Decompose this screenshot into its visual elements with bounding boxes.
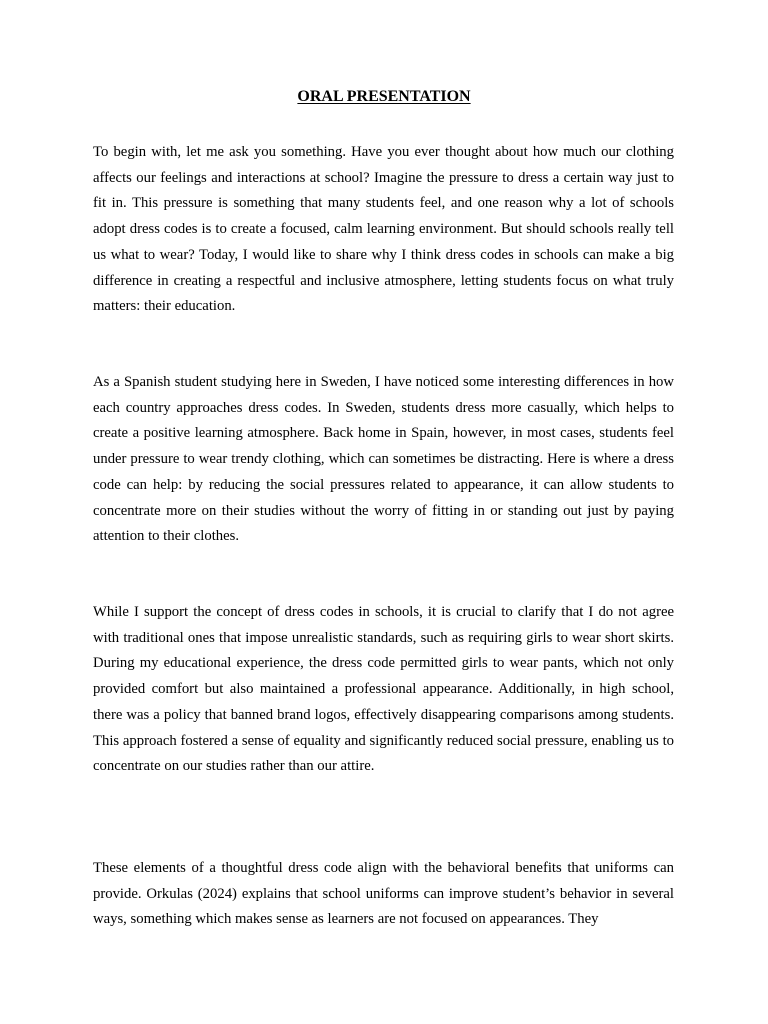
page-title: ORAL PRESENTATION bbox=[297, 88, 471, 105]
paragraph-intro: To begin with, let me ask you something. Have you ever thought about how much our clothing affects our feelings and interactions at school? Imagine the pressure to dress a certain way just to fit in. This pressure is something that many students feel, and one reason why a lot of schools adopt dress codes is to create a focused, calm learning environment. But should schools really tell us what to wear? Today, I would like to share why I think dress codes in schools can make a big difference in creating a respectful and inclusive atmosphere, letting students focus on what truly matters: their education. bbox=[93, 144, 674, 315]
paragraph-uniform-benefits: These elements of a thoughtful dress code align with the behavioral benefits that uniforms can provide. Orkulas (2024) explains that school uniforms can improve student’s behavior in several ways, something which makes sense as learners are not focused on appearances. They bbox=[93, 860, 674, 928]
paragraph-support-dress-codes: While I support the concept of dress codes in schools, it is crucial to clarify that I do not agree with traditional ones that impose unrealistic standards, such as requiring girls to wear short skirts. During my educational experience, the dress code permitted girls to wear pants, which not only provided comfort but also maintained a professional appearance. Additionally, in high school, there was a policy that banned brand logos, effectively disappearing comparisons among students. This approach fostered a sense of equality and significantly reduced social pressure, enabling us to concentrate on our studies rather than our attire. bbox=[93, 604, 674, 775]
paragraph-spain-sweden: As a Spanish student studying here in Sweden, I have noticed some interesting differences in how each country approaches dress codes. In Sweden, students dress more casually, which helps to create a positive learning atmosphere. Back home in Spain, however, in most cases, students feel under pressure to wear trendy clothing, which can sometimes be distracting. Here is where a dress code can help: by reducing the social pressures related to appearance, it can allow students to concentrate more on their studies without the worry of fitting in or standing out just by paying attention to their clothes. bbox=[93, 374, 674, 545]
